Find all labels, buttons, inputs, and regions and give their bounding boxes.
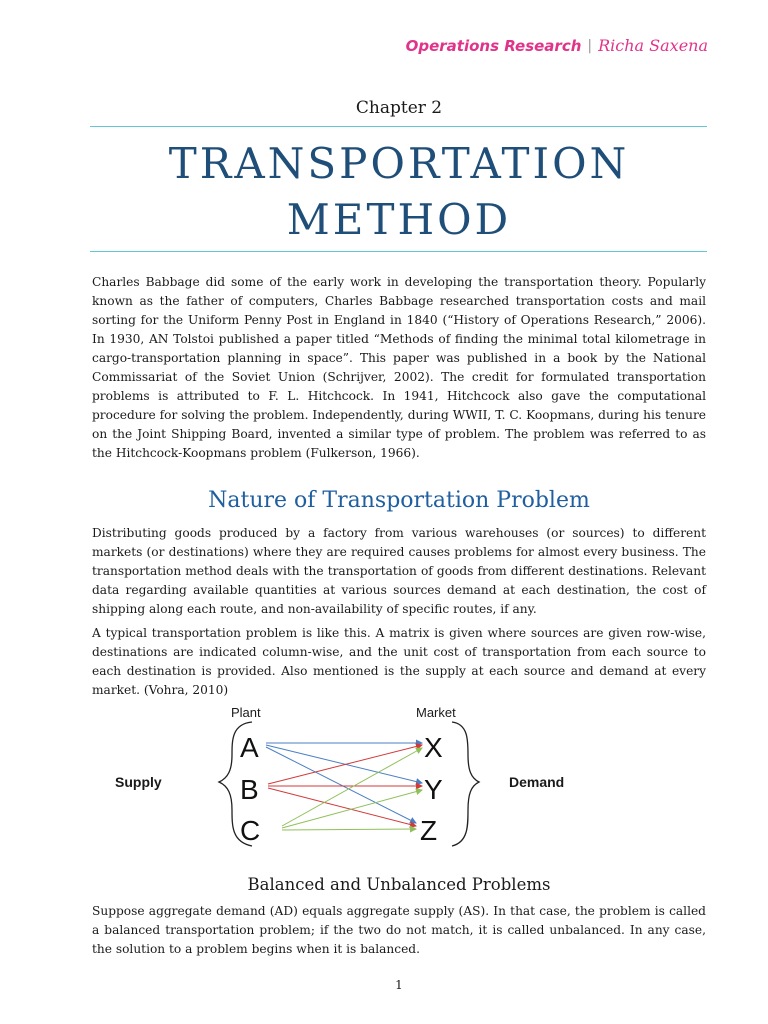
supply-label: Supply (115, 774, 162, 790)
demand-label: Demand (509, 774, 565, 790)
page-number: 1 (395, 978, 403, 992)
transportation-diagram (0, 700, 768, 860)
source-a: A (240, 732, 259, 763)
intro-paragraph: Charles Babbage did some of the early work in developing the transportation theory. Popularly known as the father of computers, Charles Babbage researched transportation costs and mail sorting for the Uniform Penny Post in England in 1840 (“History of Operations Research,” 2006). In 1930, AN Tolstoi published a paper titled “Methods of finding the minimal total kilometrage in cargo-transportation planning in space”. This paper was published in a book by the National Commissariat of the Soviet Union (Schrijver, 2002). The credit for formulated transportation problems is attributed to F. L. Hitchcock. In 1941, Hitchcock also gave the computational procedure for solving the problem. Independently, during WWII, T. C. Koopmans, during his tenure on the Joint Shipping Board, invented a similar type of problem. The problem was referred to as the Hitchcock-Koopmans problem (Fulkerson, 1966). (92, 275, 706, 460)
right-brace (452, 722, 479, 846)
page-header (406, 36, 708, 55)
route-c-z (282, 829, 416, 830)
chapter-title-line-1: TRANSPORTATION (168, 139, 630, 188)
balanced-paragraph: Suppose aggregate demand (AD) equals aggregate supply (AS). In that case, the problem is called a balanced transportation problem; if the two do not match, it is called unbalanced. In any case, the solution to a problem begins when it is balanced. (92, 904, 706, 956)
header-title: Operations Research (405, 36, 582, 55)
route-c-x (282, 748, 422, 826)
bottom-divider (90, 251, 707, 252)
destination-x: X (424, 732, 443, 763)
destination-y: Y (424, 774, 443, 805)
market-label: Market (416, 705, 456, 720)
plant-label: Plant (231, 705, 261, 720)
chapter-title (0, 136, 768, 248)
header-author: Richa Saxena (598, 36, 708, 55)
source-c: C (240, 815, 261, 846)
section-heading-nature: Nature of Transportation Problem (208, 488, 590, 513)
chapter-label: Chapter 2 (355, 98, 443, 118)
source-b: B (240, 774, 259, 805)
header-separator: | (587, 37, 593, 54)
route-b-z (268, 788, 416, 826)
chapter-title-line-2: METHOD (286, 195, 512, 244)
nature-paragraph-1: Distributing goods produced by a factory from various warehouses (or sources) to different markets (or destinations) where they are required causes problems for almost every business. The transportation method deals with the transportation of goods from different destinations. Relevant data regarding available quantities at various sources demand at each destination, the cost of shipping along each route, and non-availability of specific routes, if any. (92, 526, 706, 616)
nature-paragraph-2: A typical transportation problem is like this. A matrix is given where sources are given row-wise, destinations are indicated column-wise, and the unit cost of transportation from each source to each destination is provided. Also mentioned is the supply at each source and demand at every market. (Vohra, 2010) (92, 626, 706, 697)
destination-z: Z (420, 815, 438, 846)
top-divider (90, 126, 707, 127)
section-heading-balanced: Balanced and Unbalanced Problems (247, 875, 551, 894)
